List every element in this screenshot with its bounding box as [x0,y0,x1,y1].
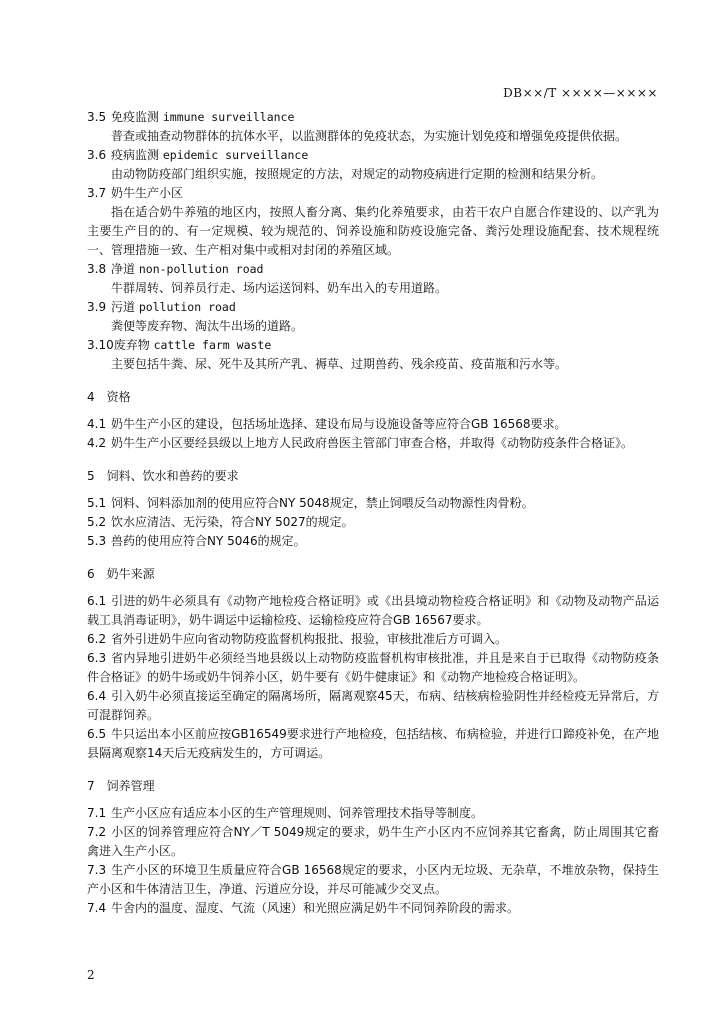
clause-5-1: 5.1 饲料、饲料添加剂的使用应符合NY 5048规定，禁止饲喂反刍动物源性肉骨粉。 [87,496,534,510]
term-3-9 [87,298,659,336]
page-number: 2 [87,968,95,982]
term-heading: 3.10废弃物 cattle farm waste [87,338,272,352]
term-heading: 3.8 净道 non-pollution road [87,262,264,276]
clause-5-3: 5.3 兽药的使用应符合NY 5046的规定。 [87,534,306,548]
term-definition: 粪便等废弃物、淘汰牛出场的道路。 [111,319,304,333]
section-7-title: 7 饲养管理 [87,779,155,793]
clause-7-2: 7.2 小区的饲养管理应符合NY／T 5049规定的要求，奶牛生产小区内不应饲养其它畜禽，防止周围其它畜禽进入生产小区。 [87,825,659,858]
section-6-title: 6 奶牛来源 [87,567,155,581]
term-heading: 3.6 疫病监测 epidemic surveillance [87,148,309,162]
term-definition: 普查或抽查动物群体的抗体水平，以监测群体的免疫状态，为实施计划免疫和增强免疫提供依据。 [111,129,628,143]
term-3-7 [87,184,659,260]
document-code-header: DB××/T ××××—×××× [503,86,658,100]
term-heading: 3.9 污道 pollution road [87,300,236,314]
clause-6-3: 6.3 省内异地引进奶牛必须经当地县级以上动物防疫监督机构审核批准，并且是来自于已取得《动物防疫条件合格证》的奶牛场或奶牛饲养小区，奶牛要有《奶牛健康证》和《动物产地检疫合格证明》。 [87,651,659,684]
term-definition: 指在适合奶牛养殖的地区内，按照人畜分离、集约化养殖要求，由若干农户自愿合作建设的、以产乳为主要生产目的的、有一定规模、较为规范的、饲养设施和防疫设施完备、粪污处理设施配套、技术规程统一、管理措施一致、生产相对集中或相对封闭的养殖区域。 [87,205,659,257]
term-definition: 主要包括牛粪、尿、死牛及其所产乳、褥草、过期兽药、残余疫苗、疫苗瓶和污水等。 [111,357,568,371]
clause-6-2: 6.2 省外引进奶牛应向省动物防疫监督机构报批、报验，审核批准后方可调入。 [87,632,508,646]
clause-5-2: 5.2 饮水应清洁、无污染，符合NY 5027的规定。 [87,515,354,529]
term-definition: 由动物防疫部门组织实施，按照规定的方法，对规定的动物疫病进行定期的检测和结果分析。 [111,167,604,181]
clause-7-1: 7.1 生产小区应有适应本小区的生产管理规则、饲养管理技术指导等制度。 [87,806,484,820]
term-3-8 [87,260,659,298]
clause-7-4: 7.4 牛舍内的温度、湿度、气流（风速）和光照应满足奶牛不同饲养阶段的需求。 [87,901,520,915]
term-3-6 [87,146,659,184]
document-body [87,108,659,918]
clause-6-1: 6.1 引进的奶牛必须具有《动物产地检疫合格证明》或《出县境动物检疫合格证明》和《动物及动物产品运载工具消毒证明》，奶牛调运中运输检疫、运输检疫应符合GB 16567要求。 [87,594,659,627]
term-3-10 [87,336,659,374]
clause-6-5: 6.5 牛只运出本小区前应按GB16549要求进行产地检疫，包括结核、布病检验，并进行口蹄疫补免，在产地县隔离观察14天后无疫病发生的，方可调运。 [87,727,659,760]
clause-4-1: 4.1 奶牛生产小区的建设，包括场址选择、建设布局与设施设备等应符合GB 16568要求。 [87,417,567,431]
term-3-5 [87,108,659,146]
section-4-title: 4 资格 [87,390,131,404]
term-heading: 3.7 奶牛生产小区 [87,186,184,200]
section-5-title: 5 饲料、饮水和兽药的要求 [87,469,239,483]
clause-4-2: 4.2 奶牛生产小区要经县级以上地方人民政府兽医主管部门审查合格，并取得《动物防疫条件合格证》。 [87,436,634,450]
clause-7-3: 7.3 生产小区的环境卫生质量应符合GB 16568规定的要求，小区内无垃圾、无杂草，不堆放杂物，保持生产小区和牛体清洁卫生，净道、污道应分设，并尽可能减少交叉点。 [87,863,659,896]
clause-6-4: 6.4 引入奶牛必须直接运至确定的隔离场所，隔离观察45天，布病、结核病检验阴性并经检疫无异常后，方可混群饲养。 [87,689,659,722]
term-definition: 牛群周转、饲养员行走、场内运送饲料、奶车出入的专用道路。 [111,281,448,295]
term-heading: 3.5 免疫监测 immune surveillance [87,110,295,124]
